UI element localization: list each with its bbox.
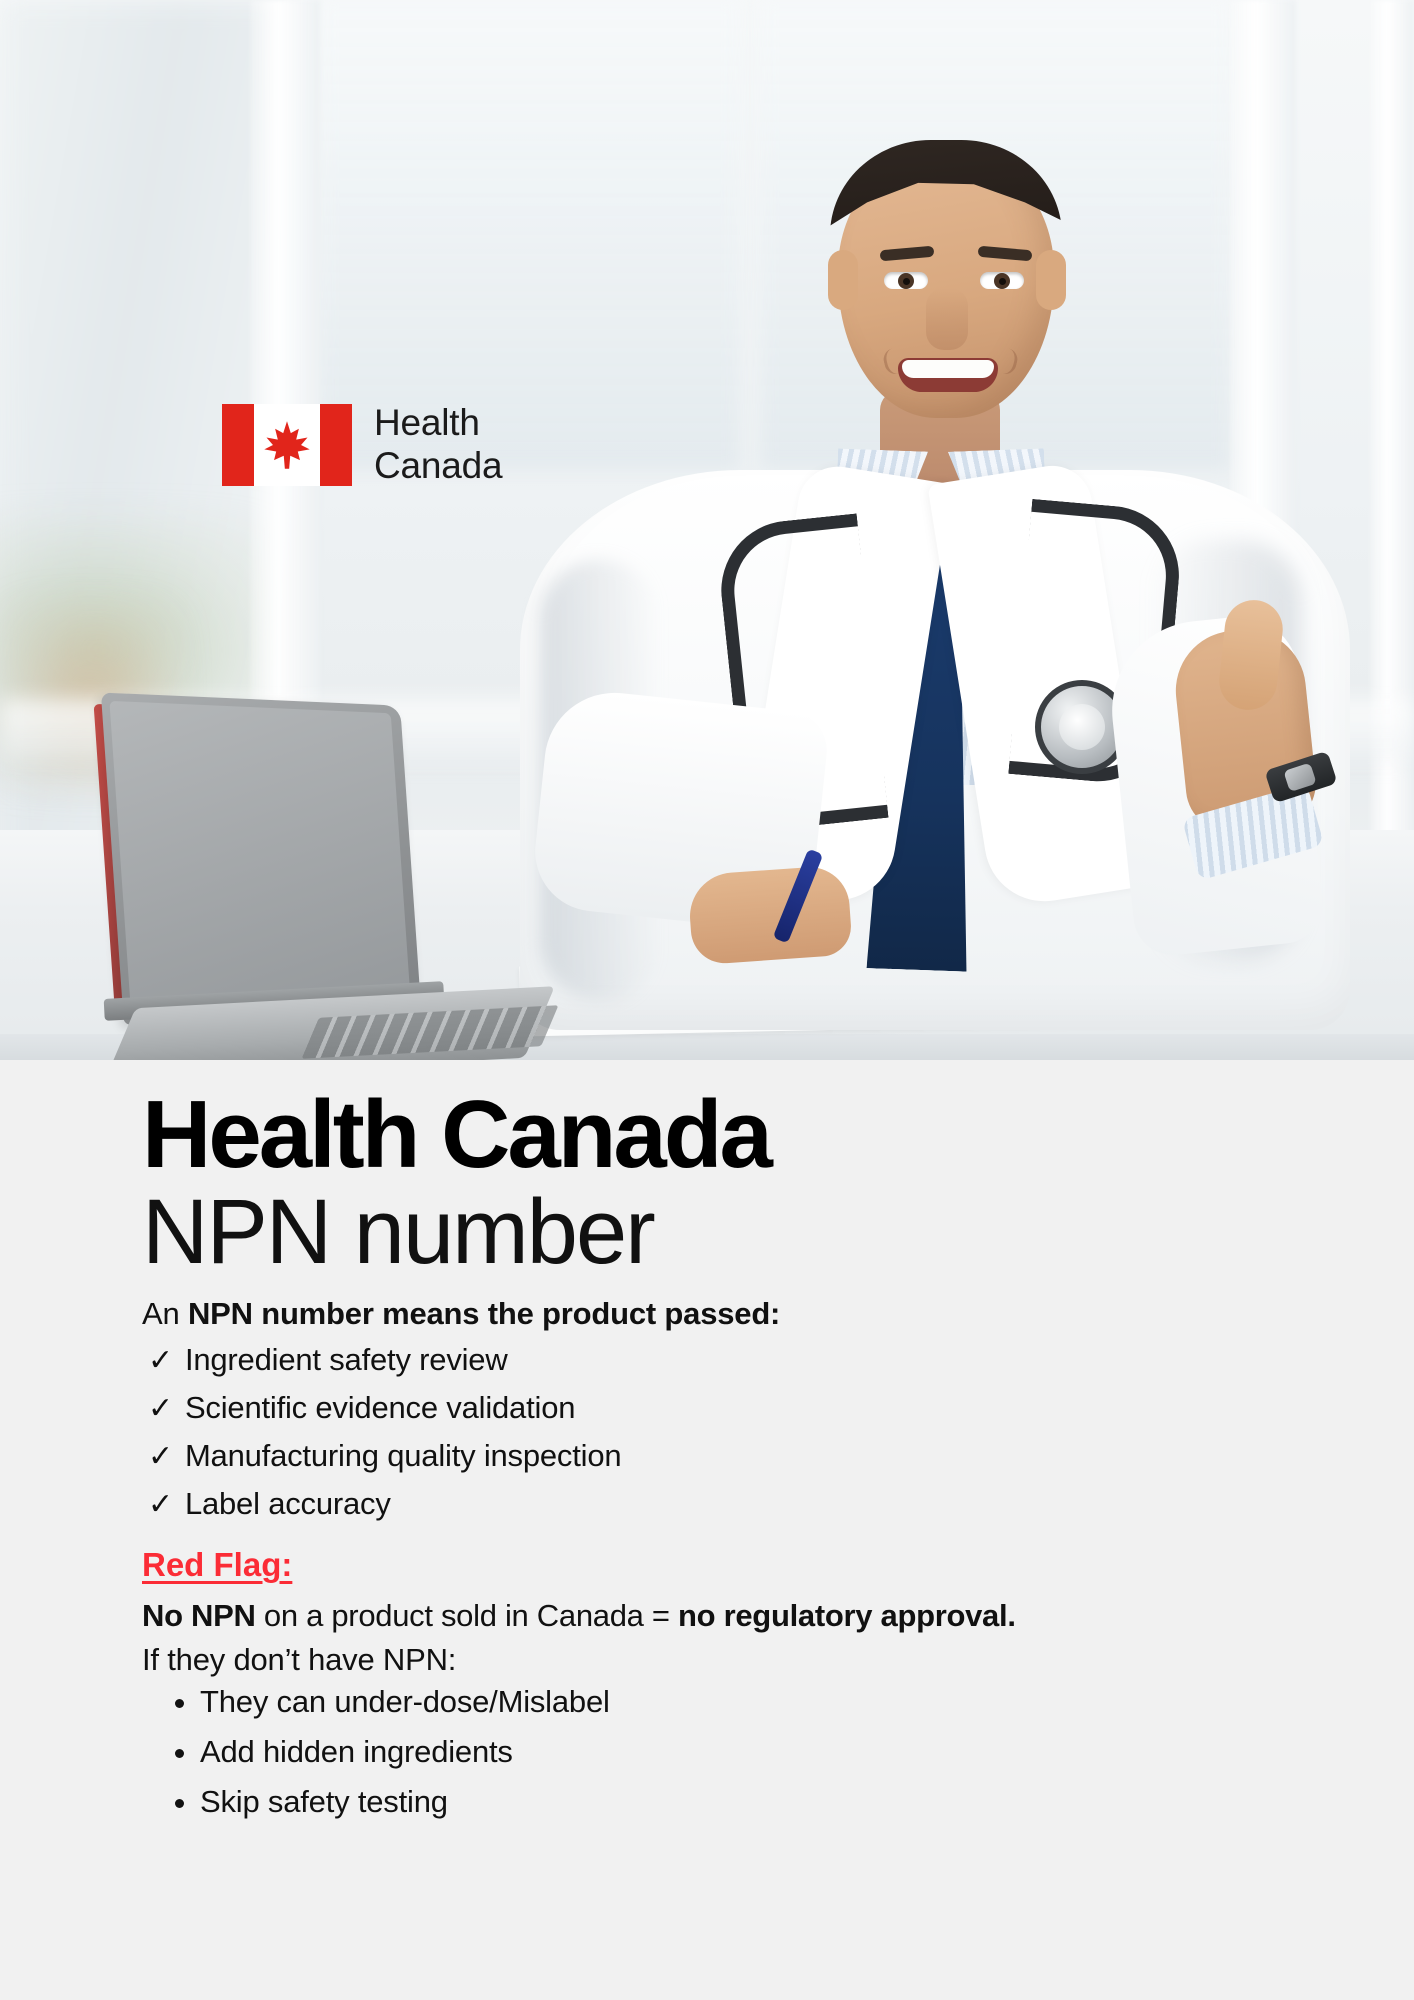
- teeth: [902, 360, 994, 378]
- list-item: [148, 1342, 1294, 1378]
- content-panel: [0, 1060, 1414, 2000]
- statement-bold-end: no regulatory approval.: [678, 1598, 1016, 1634]
- check-icon: ✓: [148, 1488, 173, 1522]
- check-label: Ingredient safety review: [184, 1342, 508, 1378]
- consequences-list: [142, 1684, 1294, 1820]
- laptop-screen-back: [109, 701, 412, 1027]
- check-label: Manufacturing quality inspection: [184, 1438, 622, 1474]
- logo-line-2: Canada: [374, 444, 503, 486]
- if-no-npn-line: If they don’t have NPN:: [142, 1642, 457, 1678]
- page-title: Health Canada: [142, 1081, 770, 1188]
- flag-band-left: [222, 404, 254, 486]
- list-item: • Skip safety testing: [200, 1784, 1294, 1820]
- mouth: [898, 358, 998, 392]
- statement-bold-start: No NPN: [142, 1598, 256, 1634]
- lead-bold: NPN number means the product passed:: [187, 1296, 781, 1332]
- statement-middle: on a product sold in Canada =: [255, 1598, 679, 1634]
- page-subtitle: NPN number: [142, 1181, 654, 1284]
- check-icon: ✓: [148, 1440, 173, 1474]
- check-label: Label accuracy: [184, 1486, 391, 1522]
- list-item: • They can under-dose/Mislabel: [200, 1684, 1294, 1720]
- lead-prefix: An: [142, 1296, 188, 1332]
- flag-band-right: [320, 404, 352, 486]
- pupil: [903, 278, 910, 285]
- maple-leaf-icon: [260, 418, 314, 472]
- list-item: [148, 1438, 1294, 1474]
- checklist: [142, 1342, 1294, 1522]
- flag-center: [254, 404, 320, 486]
- left-hand: [687, 865, 853, 966]
- check-label: Scientific evidence validation: [184, 1390, 576, 1426]
- ear: [1036, 250, 1066, 310]
- pupil: [999, 278, 1006, 285]
- list-item: [148, 1390, 1294, 1426]
- lead-line: [142, 1296, 1294, 1332]
- eye: [980, 272, 1024, 289]
- check-icon: ✓: [148, 1392, 173, 1426]
- check-icon: ✓: [148, 1344, 173, 1378]
- red-flag-heading: Red Flag:: [142, 1546, 293, 1584]
- list-item: • Add hidden ingredients: [200, 1734, 1294, 1770]
- logo-line-1: Health: [374, 402, 480, 443]
- no-npn-statement: [142, 1598, 1294, 1634]
- nose: [926, 288, 968, 350]
- eye: [884, 272, 928, 289]
- health-canada-wordmark: [374, 402, 502, 487]
- canada-flag-icon: [222, 404, 352, 486]
- list-item: [148, 1486, 1294, 1522]
- health-canada-logo: [222, 402, 502, 487]
- ear: [828, 250, 858, 310]
